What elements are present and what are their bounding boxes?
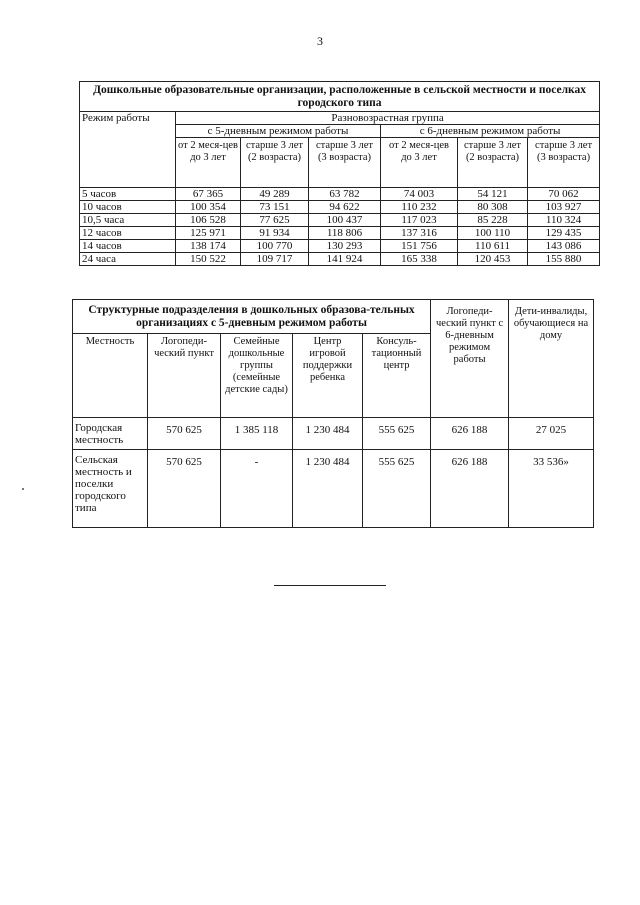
page-number: 3 xyxy=(317,34,323,48)
row-label: Городская местность xyxy=(73,418,148,450)
cell: 110 232 xyxy=(381,201,458,214)
separator-line xyxy=(274,585,386,586)
cell: 555 625 xyxy=(363,418,431,450)
family-groups-header: Семейные дошкольные группы (семейные детские сады) xyxy=(221,334,293,418)
cell: 165 338 xyxy=(381,253,458,266)
cell: 100 110 xyxy=(458,227,528,240)
cell: 103 927 xyxy=(528,201,600,214)
group-header: Разновозрастная группа xyxy=(176,112,600,125)
cell: 555 625 xyxy=(363,450,431,528)
cell: 570 625 xyxy=(148,418,221,450)
table-row xyxy=(80,227,600,240)
six-day-header: с 6-дневным режимом работы xyxy=(381,125,600,138)
cell: 100 770 xyxy=(241,240,309,253)
row-label: Сельская местность и поселки городского типа xyxy=(73,450,148,528)
row-label: 24 часа xyxy=(80,253,176,266)
table-row xyxy=(73,418,594,450)
cell: 150 522 xyxy=(176,253,241,266)
table-row xyxy=(80,188,600,201)
consult-center-header: Консуль-тационный центр xyxy=(363,334,431,418)
cell: 120 453 xyxy=(458,253,528,266)
cell: 91 934 xyxy=(241,227,309,240)
age-header: старше 3 лет (2 возраста) xyxy=(458,138,528,188)
cell: 70 062 xyxy=(528,188,600,201)
cell: 74 003 xyxy=(381,188,458,201)
cell: 1 230 484 xyxy=(293,418,363,450)
cell: 117 023 xyxy=(381,214,458,227)
row-label: 14 часов xyxy=(80,240,176,253)
scan-dot xyxy=(22,488,24,490)
cell: 118 806 xyxy=(309,227,381,240)
table-row xyxy=(73,450,594,528)
age-header: от 2 меся-цев до 3 лет xyxy=(176,138,241,188)
cell: 54 121 xyxy=(458,188,528,201)
location-header: Местность xyxy=(73,334,148,418)
structural-units-rates-table xyxy=(72,299,594,528)
row-label: 10,5 часа xyxy=(80,214,176,227)
age-header: старше 3 лет (3 возраста) xyxy=(309,138,381,188)
cell: 67 365 xyxy=(176,188,241,201)
cell: 143 086 xyxy=(528,240,600,253)
cell: 141 924 xyxy=(309,253,381,266)
row-label: 12 часов xyxy=(80,227,176,240)
age-header: старше 3 лет (3 возраста) xyxy=(528,138,600,188)
five-day-header: с 5-дневным режимом работы xyxy=(176,125,381,138)
cell: 94 622 xyxy=(309,201,381,214)
mode-header: Режим работы xyxy=(80,112,176,188)
cell: 106 528 xyxy=(176,214,241,227)
disabled-children-header: Дети-инвалиды, обучающиеся на дому xyxy=(509,300,594,418)
age-header: старше 3 лет (2 возраста) xyxy=(241,138,309,188)
cell: 138 174 xyxy=(176,240,241,253)
row-label: 5 часов xyxy=(80,188,176,201)
row-label: 10 часов xyxy=(80,201,176,214)
cell: 626 188 xyxy=(431,418,509,450)
cell: 100 354 xyxy=(176,201,241,214)
cell: 73 151 xyxy=(241,201,309,214)
cell: 110 611 xyxy=(458,240,528,253)
cell: 626 188 xyxy=(431,450,509,528)
table-row xyxy=(80,240,600,253)
speech-point-header: Логопеди-ческий пункт xyxy=(148,334,221,418)
table-row xyxy=(80,253,600,266)
cell: 80 308 xyxy=(458,201,528,214)
cell: 100 437 xyxy=(309,214,381,227)
cell: 125 971 xyxy=(176,227,241,240)
cell: 85 228 xyxy=(458,214,528,227)
cell: 137 316 xyxy=(381,227,458,240)
age-header: от 2 меся-цев до 3 лет xyxy=(381,138,458,188)
cell: 27 025 xyxy=(509,418,594,450)
cell: 570 625 xyxy=(148,450,221,528)
speech6-header: Логопеди-ческий пункт с 6-дневным режимом работы xyxy=(431,300,509,418)
cell: 155 880 xyxy=(528,253,600,266)
cell: 77 625 xyxy=(241,214,309,227)
cell: 109 717 xyxy=(241,253,309,266)
cell: 1 230 484 xyxy=(293,450,363,528)
table-row xyxy=(80,214,600,227)
table1-title: Дошкольные образовательные организации, расположенные в сельской местности и поселках городского типа xyxy=(80,82,600,112)
cell: 130 293 xyxy=(309,240,381,253)
cell: 151 756 xyxy=(381,240,458,253)
table2-title: Структурные подразделения в дошкольных образова-тельных организациях с 5-дневным режимом работы xyxy=(73,300,431,334)
play-center-header: Центр игровой поддержки ребенка xyxy=(293,334,363,418)
cell: 63 782 xyxy=(309,188,381,201)
cell: 33 536» xyxy=(509,450,594,528)
cell: 49 289 xyxy=(241,188,309,201)
cell: 129 435 xyxy=(528,227,600,240)
cell: 1 385 118 xyxy=(221,418,293,450)
rural-preschool-rates-table xyxy=(79,81,600,266)
cell: - xyxy=(221,450,293,528)
table-row xyxy=(80,201,600,214)
cell: 110 324 xyxy=(528,214,600,227)
